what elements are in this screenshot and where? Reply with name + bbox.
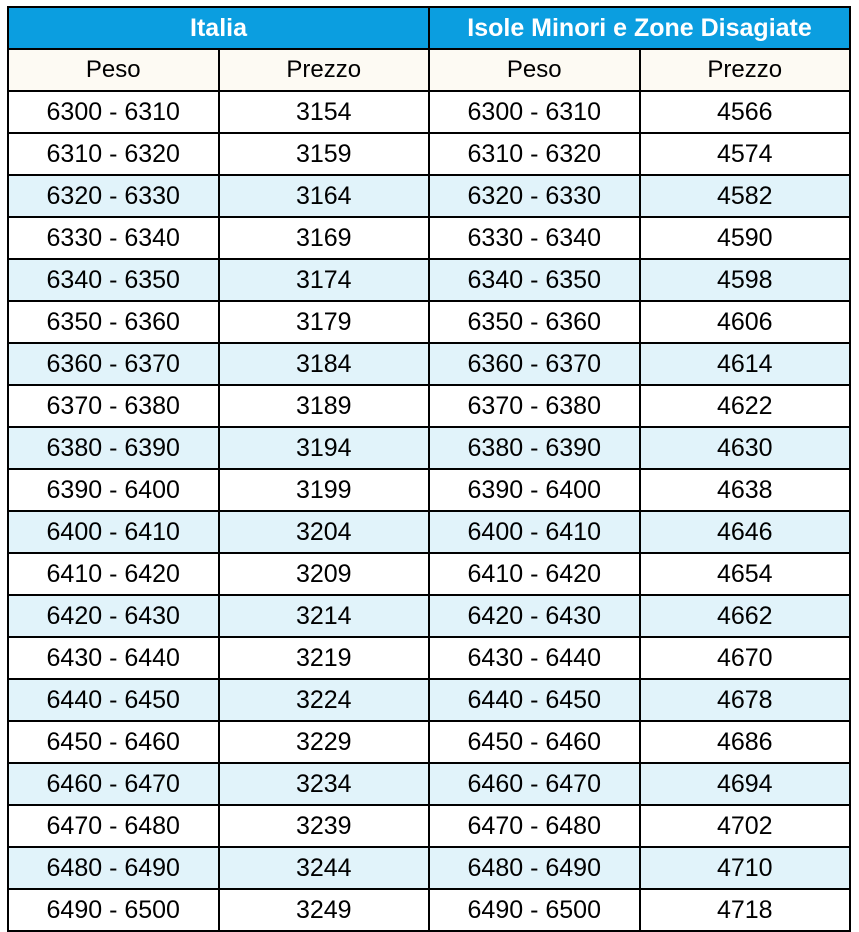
cell-prezzo-italia: 3199	[219, 469, 430, 511]
cell-peso-isole: 6410 - 6420	[429, 553, 640, 595]
cell-peso-isole: 6450 - 6460	[429, 721, 640, 763]
cell-prezzo-italia: 3209	[219, 553, 430, 595]
table-row	[8, 259, 850, 301]
cell-prezzo-isole: 4670	[640, 637, 851, 679]
cell-prezzo-italia: 3174	[219, 259, 430, 301]
cell-prezzo-isole: 4566	[640, 91, 851, 133]
cell-peso-isole: 6400 - 6410	[429, 511, 640, 553]
cell-peso-isole: 6370 - 6380	[429, 385, 640, 427]
cell-peso-italia: 6390 - 6400	[8, 469, 219, 511]
cell-peso-isole: 6360 - 6370	[429, 343, 640, 385]
cell-prezzo-italia: 3194	[219, 427, 430, 469]
group-header-isole-minori: Isole Minori e Zone Disagiate	[429, 7, 850, 49]
cell-peso-italia: 6470 - 6480	[8, 805, 219, 847]
cell-peso-italia: 6320 - 6330	[8, 175, 219, 217]
cell-peso-italia: 6460 - 6470	[8, 763, 219, 805]
cell-prezzo-isole: 4614	[640, 343, 851, 385]
table-row	[8, 511, 850, 553]
cell-peso-italia: 6300 - 6310	[8, 91, 219, 133]
cell-peso-isole: 6440 - 6450	[429, 679, 640, 721]
table-row	[8, 595, 850, 637]
cell-prezzo-italia: 3204	[219, 511, 430, 553]
table-row	[8, 343, 850, 385]
cell-prezzo-isole: 4718	[640, 889, 851, 931]
cell-prezzo-italia: 3184	[219, 343, 430, 385]
cell-peso-italia: 6340 - 6350	[8, 259, 219, 301]
table-row	[8, 385, 850, 427]
cell-peso-italia: 6370 - 6380	[8, 385, 219, 427]
cell-peso-italia: 6380 - 6390	[8, 427, 219, 469]
cell-prezzo-italia: 3249	[219, 889, 430, 931]
group-header-row	[8, 7, 850, 49]
cell-prezzo-isole: 4582	[640, 175, 851, 217]
price-table	[7, 6, 851, 932]
cell-prezzo-italia: 3189	[219, 385, 430, 427]
cell-peso-isole: 6340 - 6350	[429, 259, 640, 301]
table-row	[8, 217, 850, 259]
cell-peso-isole: 6350 - 6360	[429, 301, 640, 343]
cell-peso-italia: 6450 - 6460	[8, 721, 219, 763]
table-row	[8, 679, 850, 721]
table-row	[8, 847, 850, 889]
cell-prezzo-italia: 3224	[219, 679, 430, 721]
price-table-container	[7, 6, 851, 932]
cell-prezzo-isole: 4694	[640, 763, 851, 805]
cell-prezzo-isole: 4606	[640, 301, 851, 343]
column-header-peso: Peso	[8, 49, 219, 91]
cell-peso-italia: 6440 - 6450	[8, 679, 219, 721]
cell-prezzo-isole: 4630	[640, 427, 851, 469]
cell-prezzo-isole: 4638	[640, 469, 851, 511]
table-row	[8, 889, 850, 931]
cell-prezzo-isole: 4662	[640, 595, 851, 637]
cell-prezzo-isole: 4710	[640, 847, 851, 889]
cell-peso-isole: 6300 - 6310	[429, 91, 640, 133]
table-row	[8, 301, 850, 343]
table-body	[8, 91, 850, 931]
cell-peso-isole: 6480 - 6490	[429, 847, 640, 889]
table-row	[8, 637, 850, 679]
table-header	[8, 7, 850, 91]
cell-prezzo-isole: 4686	[640, 721, 851, 763]
cell-prezzo-isole: 4654	[640, 553, 851, 595]
cell-prezzo-isole: 4702	[640, 805, 851, 847]
cell-peso-isole: 6380 - 6390	[429, 427, 640, 469]
cell-peso-isole: 6430 - 6440	[429, 637, 640, 679]
cell-peso-italia: 6350 - 6360	[8, 301, 219, 343]
cell-peso-isole: 6470 - 6480	[429, 805, 640, 847]
table-row	[8, 721, 850, 763]
cell-peso-isole: 6330 - 6340	[429, 217, 640, 259]
cell-prezzo-italia: 3239	[219, 805, 430, 847]
cell-prezzo-italia: 3154	[219, 91, 430, 133]
cell-peso-italia: 6490 - 6500	[8, 889, 219, 931]
cell-peso-isole: 6490 - 6500	[429, 889, 640, 931]
column-header-row	[8, 49, 850, 91]
table-row	[8, 553, 850, 595]
cell-prezzo-isole: 4646	[640, 511, 851, 553]
cell-peso-italia: 6310 - 6320	[8, 133, 219, 175]
cell-peso-italia: 6360 - 6370	[8, 343, 219, 385]
cell-prezzo-isole: 4678	[640, 679, 851, 721]
cell-prezzo-isole: 4574	[640, 133, 851, 175]
cell-peso-isole: 6420 - 6430	[429, 595, 640, 637]
cell-peso-italia: 6410 - 6420	[8, 553, 219, 595]
cell-peso-isole: 6310 - 6320	[429, 133, 640, 175]
column-header-prezzo: Prezzo	[219, 49, 430, 91]
cell-peso-italia: 6480 - 6490	[8, 847, 219, 889]
cell-peso-italia: 6430 - 6440	[8, 637, 219, 679]
cell-peso-italia: 6420 - 6430	[8, 595, 219, 637]
table-row	[8, 805, 850, 847]
table-row	[8, 763, 850, 805]
table-row	[8, 91, 850, 133]
cell-prezzo-italia: 3169	[219, 217, 430, 259]
cell-peso-isole: 6460 - 6470	[429, 763, 640, 805]
cell-prezzo-italia: 3159	[219, 133, 430, 175]
table-row	[8, 469, 850, 511]
table-row	[8, 427, 850, 469]
cell-prezzo-italia: 3164	[219, 175, 430, 217]
cell-prezzo-italia: 3244	[219, 847, 430, 889]
cell-prezzo-isole: 4622	[640, 385, 851, 427]
cell-prezzo-italia: 3219	[219, 637, 430, 679]
cell-peso-italia: 6400 - 6410	[8, 511, 219, 553]
column-header-peso: Peso	[429, 49, 640, 91]
table-row	[8, 133, 850, 175]
cell-peso-isole: 6320 - 6330	[429, 175, 640, 217]
cell-prezzo-italia: 3179	[219, 301, 430, 343]
table-row	[8, 175, 850, 217]
group-header-italia: Italia	[8, 7, 429, 49]
cell-prezzo-isole: 4590	[640, 217, 851, 259]
cell-prezzo-isole: 4598	[640, 259, 851, 301]
column-header-prezzo: Prezzo	[640, 49, 851, 91]
cell-peso-italia: 6330 - 6340	[8, 217, 219, 259]
cell-prezzo-italia: 3229	[219, 721, 430, 763]
cell-prezzo-italia: 3214	[219, 595, 430, 637]
cell-prezzo-italia: 3234	[219, 763, 430, 805]
cell-peso-isole: 6390 - 6400	[429, 469, 640, 511]
